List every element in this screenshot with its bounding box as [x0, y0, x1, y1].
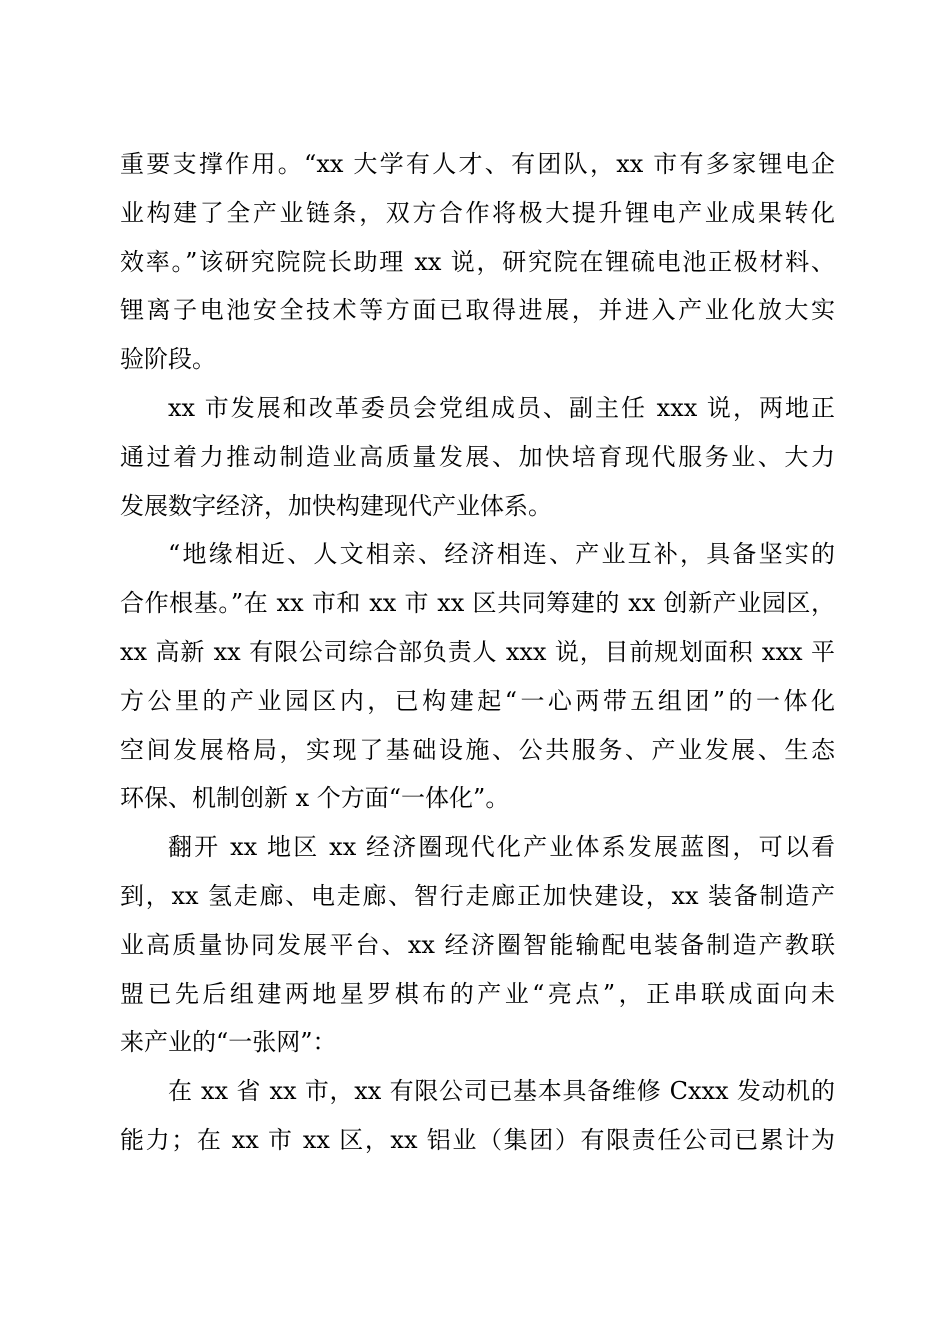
paragraph — [120, 530, 835, 823]
text-line: xx 市发展和改革委员会党组成员、副主任 xxx 说，两地正 — [168, 393, 835, 422]
text-line: xx 高新 xx 有限公司综合部负责人 xxx 说，目前规划面积 xxx 平 — [120, 637, 835, 666]
text-line: 效率。”该研究院院长助理 xx 说，研究院在锂硫电池正极材料、 — [120, 247, 835, 276]
text-line: 翻开 xx 地区 xx 经济圈现代化产业体系发展蓝图，可以看 — [168, 833, 835, 862]
text-line: 方公里的产业园区内，已构建起“一心两带五组团”的一体化 — [120, 686, 835, 715]
text-line: 发展数字经济，加快构建现代产业体系。 — [120, 491, 552, 520]
text-line: 来产业的“一张网”： — [120, 1028, 337, 1057]
text-line: 合作根基。”在 xx 市和 xx 市 xx 区共同筹建的 xx 创新产业园区， — [120, 589, 835, 618]
text-line: 能力；在 xx 市 xx 区，xx 铝业（集团）有限责任公司已累计为 — [120, 1125, 835, 1154]
document-body — [120, 140, 835, 1165]
paragraph — [120, 1067, 835, 1165]
paragraph — [120, 140, 835, 384]
text-line: 验阶段。 — [120, 345, 216, 374]
text-line: 在 xx 省 xx 市，xx 有限公司已基本具备维修 Cxxx 发动机的 — [168, 1077, 835, 1106]
text-line: 环保、机制创新 x 个方面“一体化”。 — [120, 784, 510, 813]
text-line: 业高质量协同发展平台、xx 经济圈智能输配电装备制造产教联 — [120, 930, 835, 959]
text-line: 到，xx 氢走廊、电走廊、智行走廊正加快建设，xx 装备制造产 — [120, 881, 835, 910]
text-line: 空间发展格局，实现了基础设施、公共服务、产业发展、生态 — [120, 735, 835, 764]
text-line: “地缘相近、人文相亲、经济相连、产业互补，具备坚实的 — [168, 540, 835, 569]
text-line: 盟已先后组建两地星罗棋布的产业“亮点”，正串联成面向未 — [120, 979, 835, 1008]
paragraph — [120, 823, 835, 1067]
paragraph — [120, 384, 835, 530]
text-line: 业构建了全产业链条，双方合作将极大提升锂电产业成果转化 — [120, 198, 835, 227]
text-line: 重要支撑作用。“xx 大学有人才、有团队，xx 市有多家锂电企 — [120, 150, 835, 178]
text-line: 通过着力推动制造业高质量发展、加快培育现代服务业、大力 — [120, 442, 835, 471]
text-line: 锂离子电池安全技术等方面已取得进展，并进入产业化放大实 — [120, 296, 835, 325]
